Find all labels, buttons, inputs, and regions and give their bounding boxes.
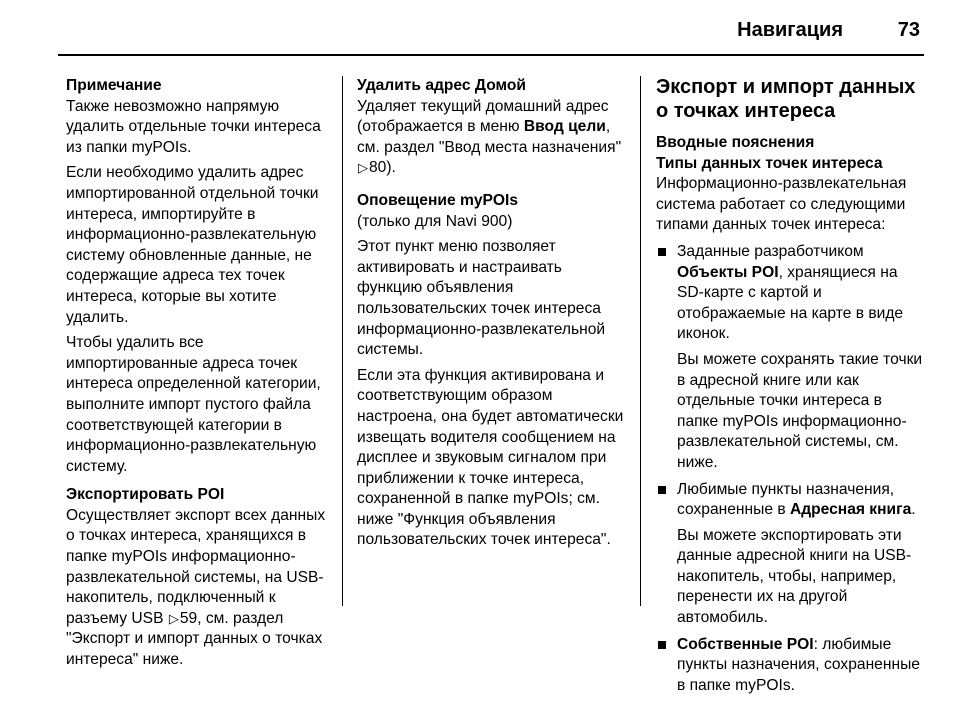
delete-text: , см. раздел "Ввод места назначения" xyxy=(357,118,622,156)
note-paragraph: Если необходимо удалить адрес импортированной отдельной точки интереса, импортируйте в информационно-развлекательную систему обновленные данные, не содержащие адреса тех точек интереса, которые вы хотите удалить. xyxy=(66,164,319,326)
intro-heading: Вводные пояснения xyxy=(656,134,815,151)
delete-home-heading: Удалить адрес Домой xyxy=(357,77,526,94)
export-text: , см. раздел "Экспорт и импорт данных о точках интереса" ниже. xyxy=(66,609,323,669)
list-term: Адресная книга xyxy=(789,501,912,519)
list-text: Любимые пункты назначения, сохраненные в xyxy=(677,480,895,519)
types-heading: Типы данных точек интереса xyxy=(656,154,883,172)
delete-text: ). xyxy=(386,159,396,177)
list-item xyxy=(656,242,924,345)
header-rule xyxy=(58,54,924,56)
alert-heading: Оповещение myPOIs xyxy=(357,191,519,209)
list-term: Собственные POI xyxy=(677,635,814,653)
page-ref-arrow-icon: ▷ xyxy=(358,160,368,176)
export-text: Осуществляет экспорт всех данных о точках интереса, хранящихся в папке myPOIs информационно-развлекательной системы, на USB-накопитель, подключенный к разъему USB xyxy=(66,506,326,627)
note-paragraph: Также невозможно напрямую удалить отдельные точки интереса из папки myPOIs. xyxy=(66,97,321,156)
list-term: Объекты POI xyxy=(677,263,779,281)
column-divider xyxy=(640,76,641,606)
delete-home-paragraph xyxy=(357,97,625,179)
list-subparagraph: Вы можете экспортировать эти данные адресной книги на USB-накопитель, чтобы, например, перенести их на другой автомобиль. xyxy=(677,526,912,627)
section-title: Экспорт и импорт данных о точках интереса xyxy=(656,76,916,122)
page-ref[interactable]: 59 xyxy=(179,609,198,627)
delete-text: Удаляет текущий домашний адрес (отображается в меню xyxy=(357,97,609,136)
alert-subheading: (только для Navi 900) xyxy=(357,212,513,230)
page-number: 73 xyxy=(897,19,920,41)
list-text: . xyxy=(911,501,916,519)
column-left xyxy=(66,76,334,676)
types-intro: Информационно-развлекательная система работает со следующими типами данных точек интереса: xyxy=(656,175,907,234)
note-box xyxy=(66,76,334,477)
bullet-icon xyxy=(658,248,666,256)
list-subparagraph: Вы можете сохранять такие точки в адресной книге или как отдельные точки интереса в папке myPOIs информационно-развлекательной системы, см. ниже. xyxy=(677,350,923,471)
alert-paragraph: Этот пункт меню позволяет активировать и настраивать функцию объявления пользовательских точек интереса информационно-развлекательной системы. xyxy=(357,238,606,359)
note-heading: Примечание xyxy=(66,77,162,94)
export-paragraph xyxy=(66,506,334,671)
export-heading: Экспортировать POI xyxy=(66,486,225,504)
page-ref-arrow-icon: ▷ xyxy=(168,610,179,626)
list-text: : любимые пункты назначения, сохраненные в папке myPOIs. xyxy=(677,635,920,694)
menu-name: Ввод цели xyxy=(523,118,606,136)
column-right xyxy=(656,76,924,701)
list-text: Заданные разработчиком xyxy=(677,242,864,260)
column-divider xyxy=(342,76,343,606)
column-middle xyxy=(357,76,625,556)
note-paragraph: Чтобы удалить все импортированные адреса точек интереса определенной категории, выполните импорт пустого файла соответствующей категории в информационно-развлекательную систему. xyxy=(66,334,321,475)
header-title: Навигация xyxy=(737,19,843,41)
list-text: , хранящиеся на SD-карте с картой и отображаемые на карте в виде иконок. xyxy=(677,263,904,343)
list-item xyxy=(656,635,924,697)
alert-paragraph: Если эта функция активирована и соответствующим образом настроена, она будет автоматически извещать водителя сообщением на дисплее и звуковым сигналом при приближении к точке интереса, сохраненной в папке myPOIs; см. ниже "Функция объявления пользовательских точек интереса". xyxy=(357,366,624,549)
list-item xyxy=(656,480,924,521)
bullet-icon xyxy=(658,486,666,494)
page-ref[interactable]: 80 xyxy=(369,159,387,177)
